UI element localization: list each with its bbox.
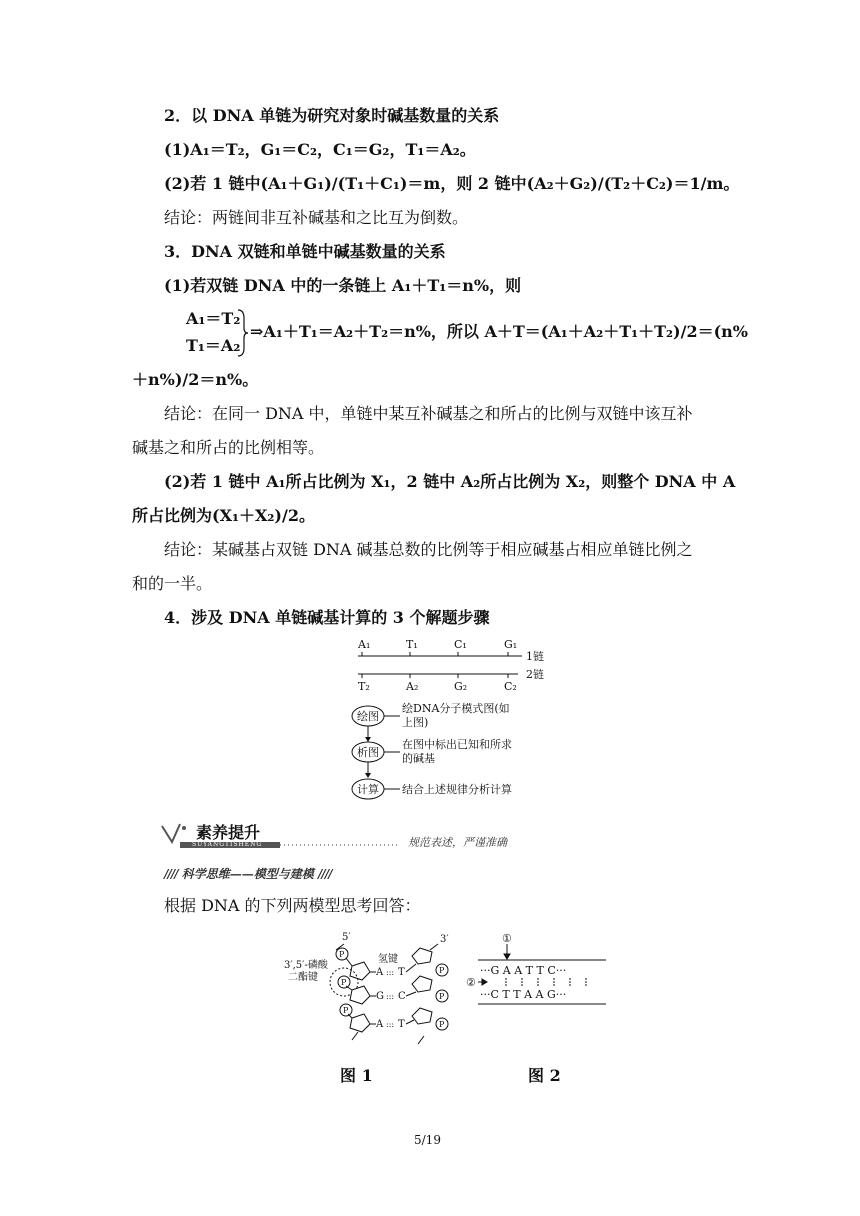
check-icon xyxy=(162,824,180,842)
step1-desc-b: 上图) xyxy=(402,716,429,729)
s3-p2-b: 所占比例为(X₁＋X₂)/2。 xyxy=(132,506,315,525)
step1-desc-a: 绘DNA分子模式图(如 xyxy=(402,702,510,715)
fig1-3prime: 3′ xyxy=(440,934,449,945)
strand1-label-0: A₁ xyxy=(358,638,371,651)
s2-conclusion: 结论：两链间非互补碱基和之比互为倒数。 xyxy=(164,208,469,227)
eq-result: ⇒A₁＋T₁＝A₂＋T₂＝n%，所以 A＋T＝(A₁＋A₂＋T₁＋T₂)/2＝(n% xyxy=(250,322,749,341)
fig1-pair2-right: C xyxy=(398,991,406,1002)
svg-text::::: ::: xyxy=(386,1020,395,1029)
figure-1 xyxy=(280,928,460,1058)
s3-p2-a: (2)若 1 链中 A₁所占比例为 X₁，2 链中 A₂所占比例为 X₂，则整个 DNA 中 A xyxy=(164,472,736,491)
strand2-label-0: T₂ xyxy=(358,680,370,693)
fig1-phosphate-1: P xyxy=(339,950,345,959)
fig1-phosphate-3: P xyxy=(343,1006,349,1015)
s2-line1: (1)A₁＝T₂，G₁＝C₂，C₁＝G₂，T₁＝A₂。 xyxy=(164,140,476,159)
subsection-title: //// 科学思维——模型与建模 //// xyxy=(164,867,332,881)
fig1-pair2-left: G xyxy=(376,991,384,1002)
fig1-phosphate-2: P xyxy=(341,978,347,987)
step2-desc-a: 在图中标出已知和所求 xyxy=(402,738,512,751)
strand1-label-1: T₁ xyxy=(406,638,418,651)
fig2-marker2: ② xyxy=(466,976,476,989)
fig2-top-seq: ···G A A T T C··· xyxy=(480,964,567,977)
s2-line2: (2)若 1 链中(A₁＋G₁)/(T₁＋C₁)＝m，则 2 链中(A₂＋G₂)/(T₂＋C₂)＝1/m。 xyxy=(164,174,740,193)
s3-p1-intro: (1)若双链 DNA 中的一条链上 A₁＋T₁＝n%，则 xyxy=(164,276,522,295)
step1-label: 绘图 xyxy=(357,710,379,723)
svg-text::::: ::: xyxy=(386,968,395,977)
step3-desc-a: 结合上述规律分析计算 xyxy=(402,783,512,796)
fig2-marker1: ① xyxy=(502,932,512,945)
strand2-name: 2链 xyxy=(526,668,544,681)
section-4-heading: 4．涉及 DNA 单链碱基计算的 3 个解题步骤 xyxy=(164,608,490,627)
banner-slogan: 规范表述，严谨准确 xyxy=(408,836,507,849)
section-banner xyxy=(160,820,540,854)
section-3-heading: 3．DNA 双链和单链中碱基数量的关系 xyxy=(164,242,446,261)
s3-conclusion2-a: 结论：某碱基占双链 DNA 碱基总数的比例等于相应碱基占相应单链比例之 xyxy=(164,540,693,559)
strand1-name: 1链 xyxy=(526,650,544,663)
s3-conclusion1-b: 碱基之和所占的比例相等。 xyxy=(132,438,325,457)
fig1-bond-label-b: 二酯键 xyxy=(288,972,318,983)
step-diagram xyxy=(350,636,550,811)
step2-desc-b: 的碱基 xyxy=(402,752,435,765)
fig1-pair3-right: T xyxy=(398,1019,405,1030)
fig1-pair3-left: A xyxy=(376,1019,384,1030)
banner-title: 素养提升 xyxy=(196,823,261,842)
fig1-pair1-left: A xyxy=(376,967,384,978)
section-2-heading: 2．以 DNA 单链为研究对象时碱基数量的关系 xyxy=(164,106,500,125)
question: 根据 DNA 的下列两模型思考回答： xyxy=(164,896,421,915)
fig1-5prime: 5′ xyxy=(342,932,351,943)
s3-conclusion1-a: 结论：在同一 DNA 中，单链中某互补碱基之和所占的比例与双链中该互补 xyxy=(164,404,693,423)
strand2-label-3: C₂ xyxy=(504,680,517,693)
svg-text::::: ::: xyxy=(386,992,395,1001)
fig1-bond-label-a: 3′,5′-磷酸 xyxy=(284,960,328,971)
strand1-label-3: G₁ xyxy=(504,638,518,651)
s3-conclusion2-b: 和的一半。 xyxy=(132,574,213,593)
fig1-phosphate-6: P xyxy=(439,1020,445,1029)
fig1-hbond-label: 氢键 xyxy=(378,954,398,965)
banner-pinyin: SUYANGTISHENG xyxy=(192,841,263,848)
eq-brace xyxy=(236,308,250,358)
fig1-caption: 图 1 xyxy=(340,1066,373,1085)
eq-result-cont: ＋n%)/2＝n%。 xyxy=(132,370,259,389)
fig1-phosphate-5: P xyxy=(439,992,445,1001)
eq-bottom: T₁＝A₂ xyxy=(186,336,241,355)
eq-top: A₁＝T₂ xyxy=(186,309,241,328)
fig1-phosphate-4: P xyxy=(439,966,445,975)
fig2-bottom-seq: ···C T T A A G··· xyxy=(480,988,567,1001)
subsection-text: 科学思维——模型与建模 xyxy=(181,867,314,881)
step3-label: 计算 xyxy=(357,783,379,796)
page-number: 5/19 xyxy=(414,1133,441,1147)
step2-label: 析图 xyxy=(357,746,379,759)
strand1-label-2: C₁ xyxy=(454,638,467,651)
fig2-caption: 图 2 xyxy=(528,1066,561,1085)
figure-2 xyxy=(466,928,616,1024)
strand2-label-2: G₂ xyxy=(454,680,468,693)
strand2-label-1: A₂ xyxy=(406,680,419,693)
fig1-pair1-right: T xyxy=(398,967,405,978)
